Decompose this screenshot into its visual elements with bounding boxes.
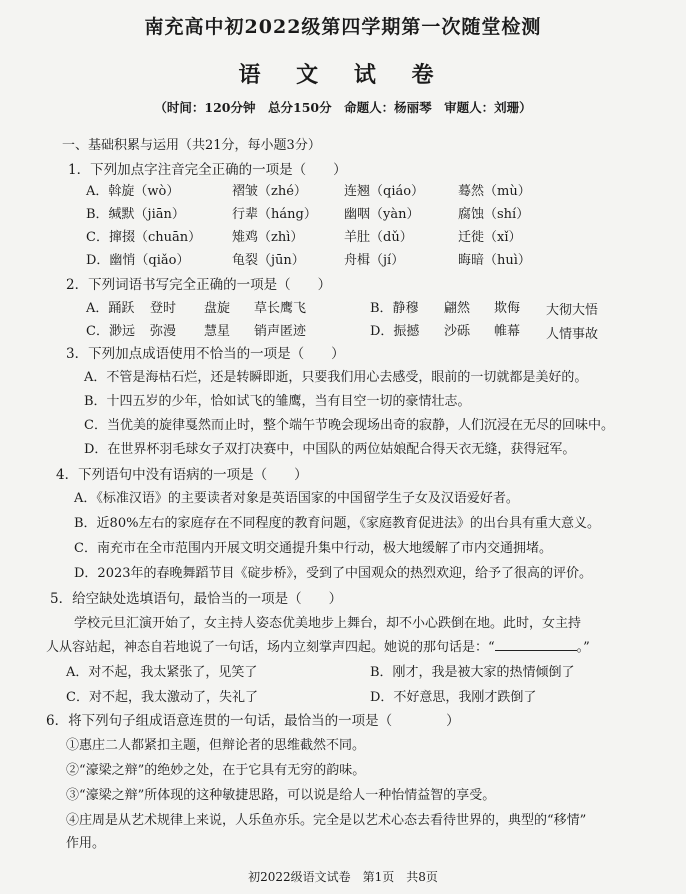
q1-b2: 行辈（háng）: [232, 207, 317, 222]
q2-c2: 弥漫: [150, 324, 177, 339]
q1-c3: 羊肚（dǔ）: [344, 230, 413, 245]
q6-s2: ②“濠梁之辩”的绝妙之处，在于它具有无穷的韵味。: [66, 763, 366, 778]
q2-d1: D．振撼: [370, 324, 420, 339]
q5-a: A．对不起，我太紧张了，见笑了: [66, 665, 258, 680]
q1-stem: 1．下列加点字注音完全正确的一项是（ ）: [68, 162, 347, 178]
exam-info: （时间：120分钟 总分150分 命题人：杨丽琴 审题人：刘珊）: [154, 100, 532, 115]
q1-a1: A．斡旋（wò）: [86, 184, 180, 199]
q5-d: D．不好意思，我刚才跌倒了: [370, 690, 537, 705]
q1-d4: 晦暗（huì）: [458, 253, 531, 268]
q6-s1: ①惠庄二人都紧扣主题，但辩论者的思维截然不同。: [66, 738, 366, 753]
q6-stem: 6．将下列句子组成语意连贯的一句话，最恰当的一项是（ ）: [46, 713, 460, 729]
q2-c3: 慧星: [204, 324, 231, 339]
q3-c: C．当优美的旋律戛然而止时，整个端午节晚会现场出奇的寂静，人们沉浸在无尽的回味中。: [84, 418, 614, 433]
q4-b: B．近80%左右的家庭存在不同程度的教育问题，《家庭教育促进法》的出台具有重大意义。: [74, 516, 600, 531]
q4-a: A．《标准汉语》的主要读者对象是英语国家的中国留学生子女及汉语爱好者。: [74, 491, 519, 506]
exam-subtitle: 语 文 试 卷: [238, 62, 448, 88]
q3-a: A．不管是海枯石烂，还是转瞬即逝，只要我们用心去感受，眼前的一切就都是美好的。: [84, 370, 588, 385]
q5-para1: 学校元旦汇演开始了，女主持人姿态优美地步上舞台，却不小心跌倒在地。此时，女主持: [74, 616, 582, 631]
q5-c: C．对不起，我太激动了，失礼了: [66, 690, 258, 705]
q2-a3: 盘旋: [204, 301, 231, 316]
q2-b4: 大彻大悟: [546, 303, 599, 318]
q1-c1: C．撺掇（chuān）: [86, 230, 202, 245]
q5-para2-text: 人从容站起，神态自若地说了一句话，场内立刻掌声四起。她说的那句话是：“: [46, 640, 495, 655]
page-footer: 初2022级语文试卷 第1页 共8页: [248, 870, 438, 884]
q2-c4: 销声匿迹: [254, 324, 307, 339]
q1-d3: 舟楫（jí）: [344, 253, 405, 268]
q1-a4: 蓦然（mù）: [458, 184, 531, 199]
q2-d4: 人情事故: [546, 327, 599, 342]
q1-a3: 连翘（qiáo）: [344, 184, 425, 199]
q5-b: B．刚才，我是被大家的热情倾倒了: [370, 665, 575, 680]
q6-s3: ③“濠梁之辩”所体现的这种敏捷思路，可以说是给人一种怡情益智的享受。: [66, 788, 496, 803]
q2-a2: 登时: [150, 301, 177, 316]
exam-title: 南充高中初2022级第四学期第一次随堂检测: [144, 16, 542, 38]
q5-stem: 5．给空缺处选填语句，最恰当的一项是（ ）: [50, 591, 343, 607]
q2-b2: 翩然: [444, 301, 471, 316]
answer-blank: [495, 638, 577, 651]
q2-a1: A．踊跃: [86, 301, 135, 316]
q5-para2: [46, 636, 590, 655]
q1-c2: 雉鸡（zhì）: [232, 230, 304, 245]
q1-b1: B．缄默（jiān）: [86, 207, 185, 222]
q3-d: D．在世界杯羽毛球女子双打决赛中，中国队的两位姑娘配合得天衣无缝，获得冠军。: [84, 442, 576, 457]
q4-c: C．南充市在全市范围内开展文明交通提升集中行动，极大地缓解了市内交通拥堵。: [74, 541, 552, 556]
q2-a4: 草长鹰飞: [254, 301, 307, 316]
q1-d2: 龟裂（jūn）: [232, 253, 305, 268]
q1-b4: 腐蚀（shí）: [458, 207, 530, 222]
q3-stem: 3．下列加点成语使用不恰当的一项是（ ）: [66, 346, 345, 362]
q3-b: B．十四五岁的少年，恰如试飞的雏鹰，当有目空一切的豪情壮志。: [84, 394, 471, 409]
q6-s4-cont: 作用。: [66, 836, 106, 851]
q1-b3: 幽咽（yàn）: [344, 207, 420, 222]
q2-b3: 欺侮: [494, 301, 521, 316]
q2-d2: 沙砾: [444, 324, 471, 339]
q5-para2-end: 。”: [576, 640, 590, 655]
q1-d1: D．幽悄（qiǎo）: [86, 253, 190, 268]
q1-a2: 褶皱（zhé）: [232, 184, 307, 199]
q4-d: D．2023年的春晚舞蹈节目《碇步桥》，受到了中国观众的热烈欢迎，给予了很高的评价。: [74, 566, 593, 581]
q2-b1: B．静穆: [370, 301, 419, 316]
q6-s4: ④庄周是从艺术规律上来说，人乐鱼亦乐。完全是以艺术心态去看待世界的，典型的“移情”: [66, 813, 587, 828]
q2-c1: C．渺远: [86, 324, 135, 339]
section-heading: 一、基础积累与运用（共21分，每小题3分）: [62, 138, 321, 153]
q2-stem: 2．下列词语书写完全正确的一项是（ ）: [66, 277, 332, 293]
q1-c4: 迁徙（xǐ）: [458, 230, 522, 245]
q2-d3: 帷幕: [494, 324, 521, 339]
q4-stem: 4．下列语句中没有语病的一项是（ ）: [56, 467, 308, 483]
